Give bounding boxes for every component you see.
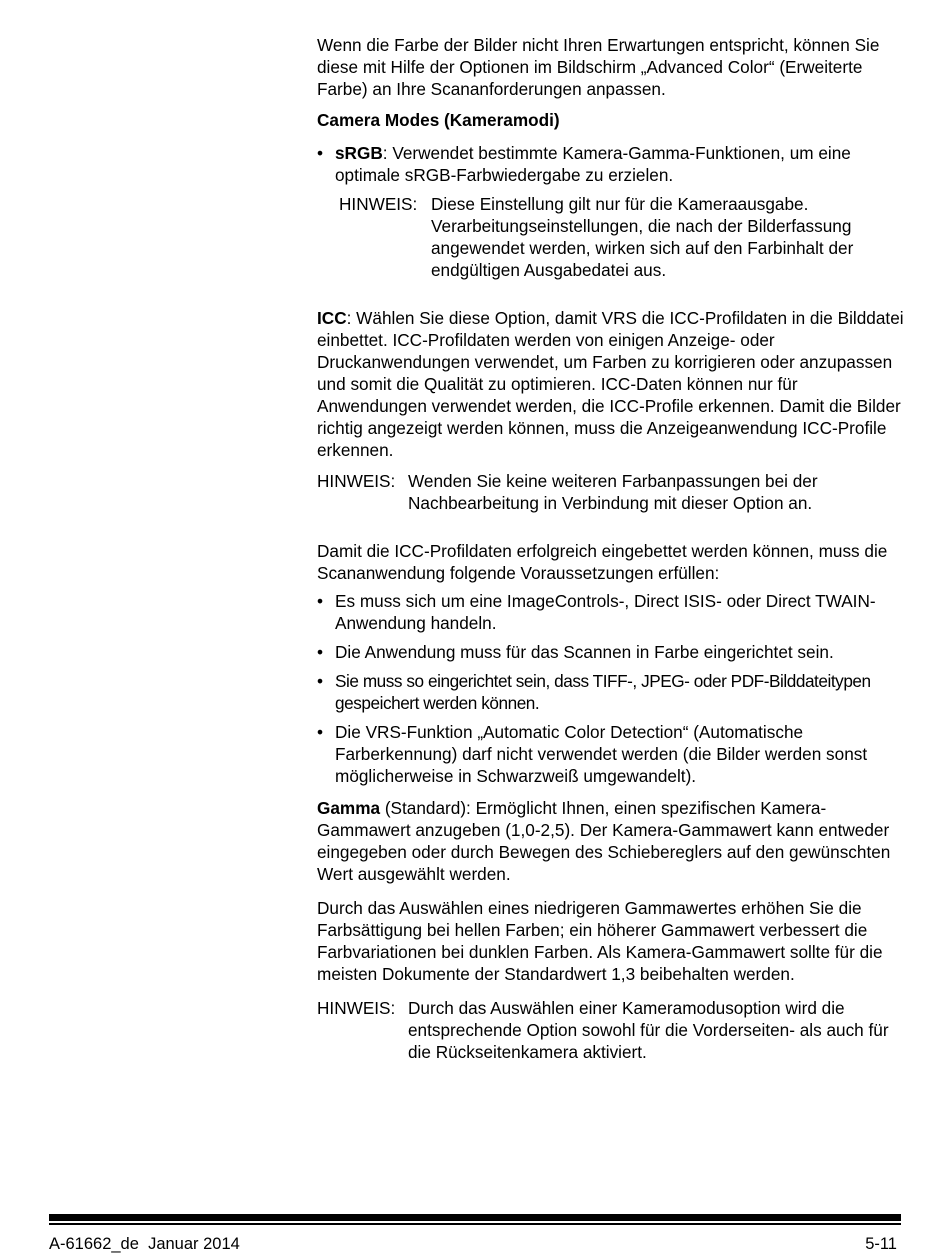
page-content bbox=[317, 34, 907, 1089]
note-label: HINWEIS: bbox=[317, 998, 396, 1018]
footer-rule-thick bbox=[49, 1214, 901, 1221]
bullet-glyph: • bbox=[317, 722, 324, 742]
final-note bbox=[317, 997, 907, 1063]
note-text: Diese Einstellung gilt nur für die Kameraausgabe. Verarbeitungseinstellungen, die nach der Bilderfassung angewendet werden, wirken sich auf den Farbinhalt der endgültigen Ausgabedatei aus. bbox=[431, 194, 854, 280]
srgb-item bbox=[317, 142, 907, 186]
footer-document-id: A-61662_de Januar 2014 bbox=[49, 1235, 240, 1253]
icc-paragraph bbox=[317, 307, 907, 461]
bullet-glyph: • bbox=[317, 671, 324, 691]
srgb-note bbox=[317, 193, 907, 281]
requirement-text: Sie muss so eingerichtet sein, dass TIFF-, JPEG- oder PDF-Bilddateitypen gespeichert werden können. bbox=[335, 671, 871, 713]
requirement-item bbox=[317, 590, 907, 634]
note-label: HINWEIS: bbox=[317, 471, 396, 491]
requirement-text: Es muss sich um eine ImageControls-, Direct ISIS- oder Direct TWAIN-Anwendung handeln. bbox=[335, 591, 876, 633]
note-text: Durch das Auswählen einer Kameramodusoption wird die entsprechende Option sowohl für die Vorderseiten- als auch für die Rückseitenkamera aktiviert. bbox=[408, 998, 889, 1062]
intro-paragraph: Wenn die Farbe der Bilder nicht Ihren Erwartungen entspricht, können Sie diese mit Hilfe der Optionen im Bildschirm „Advanced Color“ (Erweiterte Farbe) an Ihre Scananforderungen anpassen. bbox=[317, 35, 880, 99]
icc-term: ICC bbox=[317, 308, 347, 328]
requirement-item bbox=[317, 641, 907, 663]
camera-modes-heading: Camera Modes (Kameramodi) bbox=[317, 110, 560, 130]
requirements-intro: Damit die ICC-Profildaten erfolgreich eingebettet werden können, muss die Scananwendung folgende Voraussetzungen erfüllen: bbox=[317, 541, 888, 583]
footer-page-number: 5-11 bbox=[865, 1235, 897, 1253]
bullet-glyph: • bbox=[317, 642, 324, 662]
requirement-item bbox=[317, 670, 907, 714]
requirement-item bbox=[317, 721, 907, 787]
icc-note bbox=[317, 470, 907, 514]
bullet-glyph: • bbox=[317, 591, 324, 611]
gamma-paragraph bbox=[317, 797, 907, 885]
note-label: HINWEIS: bbox=[339, 194, 418, 214]
note-text: Wenden Sie keine weiteren Farbanpassungen bei der Nachbearbeitung in Verbindung mit dieser Option an. bbox=[408, 471, 818, 513]
requirement-text: Die VRS-Funktion „Automatic Color Detection“ (Automatische Farberkennung) darf nicht verwendet werden (die Bilder werden sonst möglicherweise in Schwarzweiß umgewandelt). bbox=[335, 722, 868, 786]
gamma-detail-paragraph: Durch das Auswählen eines niedrigeren Gammawertes erhöhen Sie die Farbsättigung bei hellen Farben; ein höherer Gammawert verbessert die Farbvariationen bei dunklen Farben. Als Kamera-Gammawert sollte für die meisten Dokumente der Standardwert 1,3 beibehalten werden. bbox=[317, 898, 883, 984]
bullet-glyph: • bbox=[317, 143, 324, 163]
gamma-description: (Standard): Ermöglicht Ihnen, einen spezifischen Kamera-Gammawert anzugeben (1,0-2,5). Der Kamera-Gammawert kann entweder eingegeben oder durch Bewegen des Schiebereglers auf den gewünschten Wert ausgewählt werden. bbox=[317, 798, 891, 884]
requirement-text: Die Anwendung muss für das Scannen in Farbe eingerichtet sein. bbox=[335, 642, 834, 662]
footer-rule-thin bbox=[49, 1223, 901, 1225]
gamma-term: Gamma bbox=[317, 798, 381, 818]
icc-description: : Wählen Sie diese Option, damit VRS die ICC-Profildaten in die Bilddatei einbettet. ICC-Profildaten werden von einigen Anzeige- oder Druckanwendungen verwendet, um Farben zu korrigieren oder anzupassen und somit die Qualität zu optimieren. ICC-Daten können nur für Anwendungen verwendet werden, die ICC-Profile erkennen. Damit die Bilder richtig angezeigt werden können, muss die Anzeigeanwendung ICC-Profile erkennen. bbox=[317, 308, 904, 460]
srgb-term: sRGB bbox=[335, 143, 383, 163]
srgb-description: : Verwendet bestimmte Kamera-Gamma-Funktionen, um eine optimale sRGB-Farbwiedergabe zu erzielen. bbox=[335, 143, 851, 185]
